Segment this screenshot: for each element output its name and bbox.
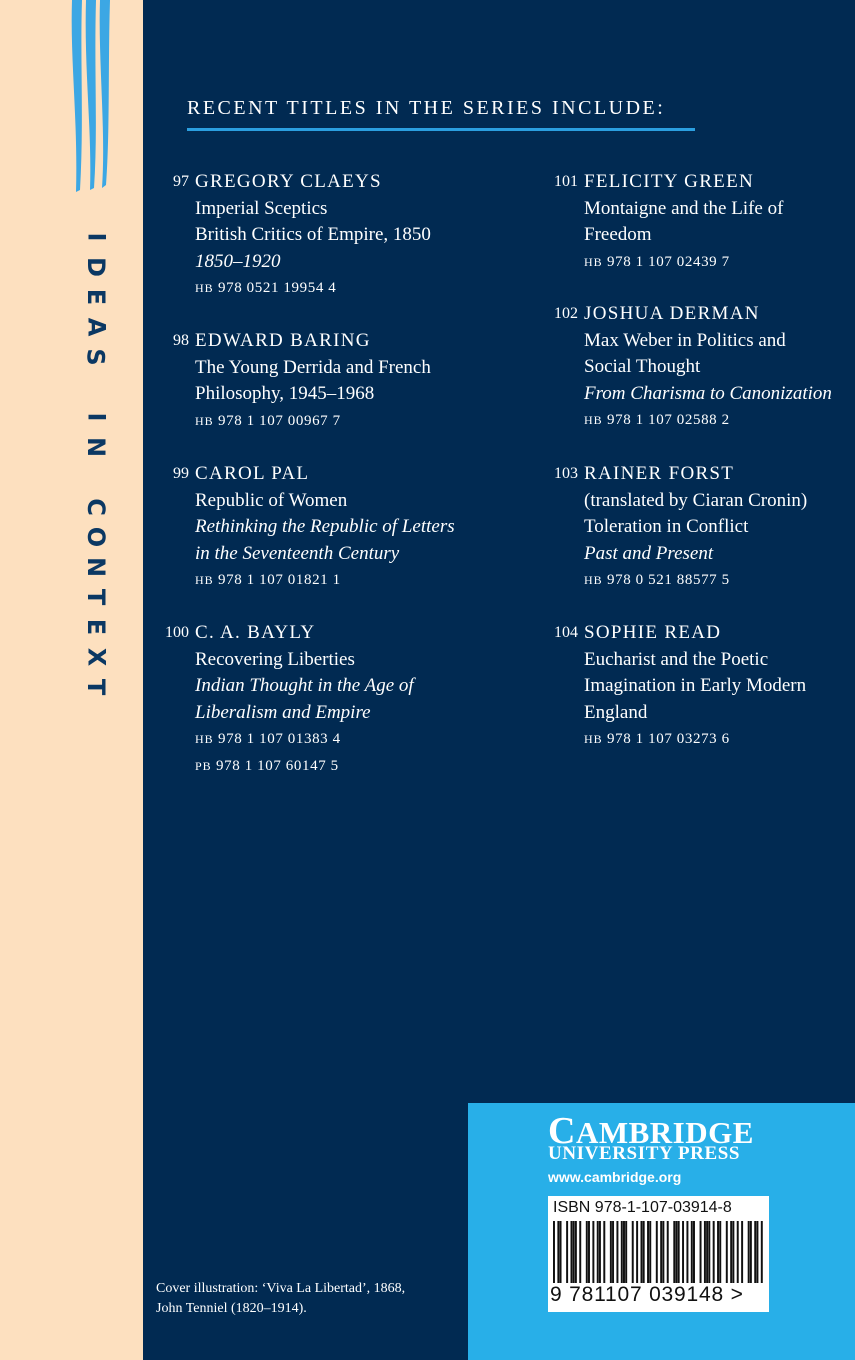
title-author: JOSHUA DERMAN — [584, 303, 760, 324]
isbn-code: 978 0 521 88577 5 — [607, 572, 730, 588]
title-isbn — [584, 567, 807, 594]
credit-line: Cover illustration: ‘Viva La Libertad’, 1868, — [156, 1281, 406, 1296]
isbn-code: 978 0521 19954 4 — [218, 280, 337, 296]
barcode-bar — [603, 1221, 605, 1283]
barcode-bar — [713, 1221, 715, 1283]
title-isbn — [195, 567, 455, 594]
title-line: Toleration in Conflict — [584, 516, 749, 537]
series-name-letter: E — [82, 618, 110, 636]
title-number: 103 — [554, 465, 578, 482]
series-name-letter: N — [82, 436, 110, 458]
title-subtitle: Liberalism and Empire — [195, 701, 371, 723]
barcode-bar — [748, 1221, 750, 1283]
title-line: Freedom — [584, 224, 652, 245]
title-author: CAROL PAL — [195, 463, 310, 484]
title-line: Imperial Sceptics — [195, 197, 328, 219]
spine-band — [0, 0, 143, 1360]
barcode-bar — [588, 1221, 590, 1283]
series-name-vertical — [76, 222, 116, 702]
barcode-bar — [750, 1221, 752, 1283]
barcode-bar — [597, 1221, 599, 1283]
title-number: 97 — [173, 173, 189, 190]
publisher-name-initial: C — [548, 1110, 576, 1152]
barcode-bar — [686, 1221, 688, 1283]
barcode-bar — [708, 1221, 710, 1283]
barcode-bar — [756, 1221, 758, 1283]
isbn-code: 978 1 107 00967 7 — [218, 412, 341, 429]
isbn-code: 978 1 107 02588 2 — [607, 412, 730, 428]
isbn-code: 978 1 107 03273 6 — [607, 731, 730, 747]
title-line: Imagination in Early Modern — [584, 675, 807, 696]
barcode-bar — [557, 1221, 559, 1283]
title-line: British Critics of Empire, 1850 — [195, 224, 431, 245]
cover-credit — [156, 1279, 405, 1319]
title-number: 98 — [173, 332, 189, 349]
series-name-letter: S — [81, 348, 110, 366]
barcode-bar — [599, 1221, 601, 1283]
decorative-stripes — [60, 0, 120, 200]
series-name-letter: E — [82, 288, 110, 306]
title-number: 99 — [173, 465, 189, 482]
barcode-bar — [737, 1221, 739, 1283]
title-line: England — [584, 701, 648, 723]
barcode-bar — [761, 1221, 763, 1283]
heading-rule — [187, 128, 695, 131]
title-subtitle: Past and Present — [584, 542, 714, 564]
series-name-letter: T — [82, 678, 110, 696]
title-line: Republic of Women — [195, 489, 348, 511]
series-name-letter: C — [82, 498, 110, 516]
title-subtitle: Indian Thought in the Age of — [195, 675, 414, 696]
title-author: EDWARD BARING — [195, 330, 371, 351]
series-name-letter: D — [81, 257, 110, 277]
title-isbn — [584, 726, 806, 753]
series-name-letter: A — [81, 317, 110, 337]
title-author: GREGORY CLAEYS — [195, 171, 382, 192]
barcode-bar — [700, 1221, 702, 1283]
barcode-bar — [754, 1221, 756, 1283]
title-line: Social Thought — [584, 356, 701, 377]
barcode-bar — [571, 1221, 573, 1283]
barcode-bar — [641, 1221, 643, 1283]
barcode-bar — [691, 1221, 693, 1283]
title-isbn — [584, 249, 783, 276]
back-cover-panel — [143, 0, 855, 1360]
barcode-bar — [592, 1221, 594, 1283]
title-line: Eucharist and the Poetic — [584, 648, 769, 670]
isbn-format: HB — [195, 573, 214, 587]
isbn-format: HB — [584, 413, 603, 427]
barcode-bar — [732, 1221, 734, 1283]
title-author: C. A. BAYLY — [195, 622, 316, 643]
title-subtitle: 1850–1920 — [195, 250, 281, 272]
barcode-bar — [667, 1221, 669, 1283]
barcode-bar — [636, 1221, 638, 1283]
barcode-bar — [573, 1221, 575, 1283]
title-author: RAINER FORST — [584, 463, 735, 484]
isbn-code: 978 1 107 01821 1 — [218, 572, 341, 588]
barcode-bar — [632, 1221, 634, 1283]
barcode-bar — [719, 1221, 721, 1283]
barcode-bar — [741, 1221, 743, 1283]
barcode-bar — [706, 1221, 708, 1283]
publisher-box — [468, 1103, 855, 1360]
barcode — [548, 1196, 769, 1312]
title-number: 102 — [554, 305, 578, 322]
isbn-code: 978 1 107 01383 4 — [218, 731, 341, 747]
title-line: Philosophy, 1945–1968 — [195, 383, 375, 404]
title-subtitle: in the Seventeenth Century — [195, 542, 400, 564]
title-line: The Young Derrida and French — [195, 356, 431, 378]
isbn-format: HB — [195, 732, 214, 746]
barcode-bars — [553, 1221, 763, 1283]
series-heading: RECENT TITLES IN THE SERIES INCLUDE: — [187, 97, 666, 119]
barcode-bar — [647, 1221, 649, 1283]
barcode-bar — [616, 1221, 618, 1283]
barcode-bar — [575, 1221, 577, 1283]
title-isbn — [195, 408, 431, 435]
title-subtitle: Rethinking the Republic of Letters — [195, 516, 455, 537]
title-number: 104 — [554, 624, 578, 641]
publisher-press: UNIVERSITY PRESS — [548, 1143, 741, 1164]
barcode-bar — [704, 1221, 706, 1283]
barcode-bar — [660, 1221, 662, 1283]
publisher-url: www.cambridge.org — [548, 1169, 682, 1185]
barcode-bar — [612, 1221, 614, 1283]
barcode-bar — [678, 1221, 680, 1283]
publisher-name-rest: AMBRIDGE — [575, 1115, 754, 1150]
title-number: 100 — [165, 624, 189, 641]
barcode-bar — [673, 1221, 675, 1283]
isbn-code: 978 1 107 60147 5 — [216, 757, 339, 774]
barcode-bar — [662, 1221, 664, 1283]
barcode-bar — [586, 1221, 588, 1283]
barcode-bar — [623, 1221, 625, 1283]
isbn-format: HB — [584, 573, 603, 587]
isbn-format: HB — [195, 281, 214, 295]
barcode-bar — [643, 1221, 645, 1283]
title-line: Montaigne and the Life of — [584, 197, 784, 219]
barcode-bar — [649, 1221, 651, 1283]
isbn-format: HB — [195, 413, 214, 428]
title-author: FELICITY GREEN — [584, 171, 755, 192]
title-isbn — [195, 726, 414, 753]
title-line: (translated by Ciaran Cronin) — [584, 489, 808, 511]
title-subtitle: From Charisma to Canonization — [584, 382, 832, 404]
barcode-bar — [566, 1221, 568, 1283]
isbn-format: PB — [195, 758, 212, 773]
barcode-bar — [682, 1221, 684, 1283]
series-name-letter: T — [82, 588, 110, 606]
title-author: SOPHIE READ — [584, 622, 722, 643]
barcode-bar — [726, 1221, 728, 1283]
barcode-bar — [560, 1221, 562, 1283]
barcode-bar — [579, 1221, 581, 1283]
barcode-bar — [553, 1221, 555, 1283]
series-name-letter: I — [82, 232, 110, 242]
series-name-letter: I — [82, 412, 110, 422]
title-line: Max Weber in Politics and — [584, 329, 786, 351]
series-name-letter: X — [81, 647, 110, 667]
barcode-bar — [621, 1221, 623, 1283]
isbn-format: HB — [584, 732, 603, 746]
barcode-bar — [625, 1221, 627, 1283]
barcode-digits: 9 781107 039148 > — [550, 1283, 744, 1306]
series-name-letter: O — [82, 526, 110, 548]
isbn-code: 978 1 107 02439 7 — [607, 253, 730, 270]
title-number: 101 — [554, 173, 578, 190]
isbn-format: HB — [584, 254, 603, 269]
title-line: Recovering Liberties — [195, 648, 355, 670]
title-isbn — [195, 275, 431, 302]
title-isbn — [584, 407, 832, 434]
barcode-bar — [676, 1221, 678, 1283]
series-name-letter: N — [82, 556, 110, 578]
title-isbn — [195, 753, 414, 780]
barcode-bar — [656, 1221, 658, 1283]
credit-line: John Tenniel (1820–1914). — [156, 1301, 307, 1316]
barcode-bar — [717, 1221, 719, 1283]
barcode-bar — [610, 1221, 612, 1283]
barcode-bar — [730, 1221, 732, 1283]
isbn-label: ISBN 978-1-107-03914-8 — [553, 1199, 732, 1216]
barcode-bar — [693, 1221, 695, 1283]
